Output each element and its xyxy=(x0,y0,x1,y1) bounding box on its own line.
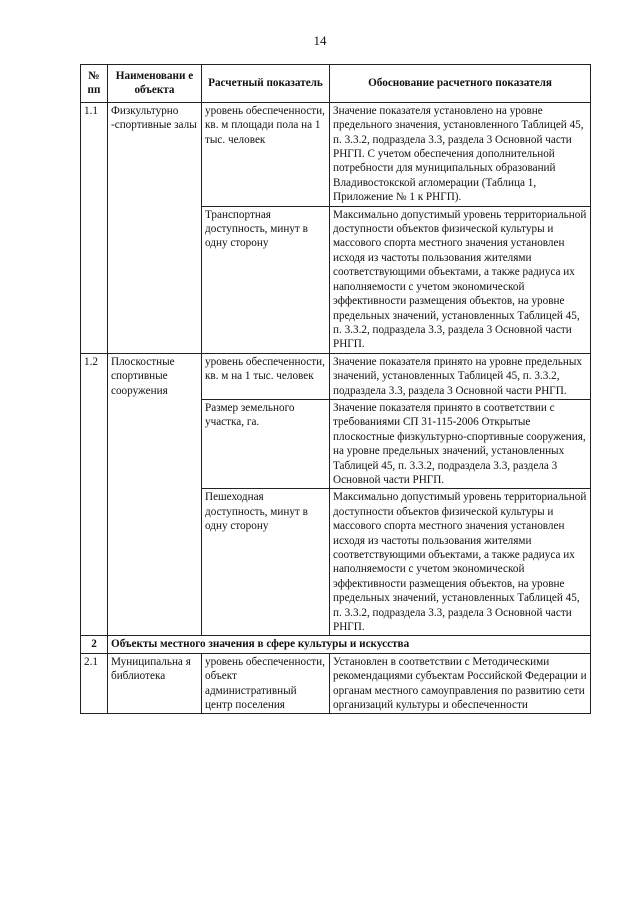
section-row xyxy=(81,636,591,653)
indicator-cell: Пешеходная доступность, минут в одну сторону xyxy=(202,489,330,636)
row-number: 2.1 xyxy=(81,653,108,714)
indicator-cell: Транспортная доступность, минут в одну сторону xyxy=(202,206,330,353)
indicator-cell: уровень обеспеченности, объект административный центр поселения xyxy=(202,653,330,714)
rationale-cell: Значение показателя установлено на уровне предельного значения, установленного Таблицей 45, п. 3.3.2, подраздела 3.3, раздела 3 Основной части РНГП. С учетом обеспечения дополнительной потребности для муниципальных образований Владивостокской агломерации (Таблица 1, Приложение № 1 к РНГП). xyxy=(330,102,591,206)
section-number: 2 xyxy=(81,636,108,653)
indicator-cell: уровень обеспеченности, кв. м на 1 тыс. человек xyxy=(202,353,330,399)
table-row xyxy=(81,102,591,206)
rationale-cell: Значение показателя принято в соответствии с требованиями СП 31-115-2006 Открытые плоскостные физкультурно-спортивные сооружения, на уровне предельных значений, установленных Таблицей 45, п. 3.3.2, подраздела 3.3, раздела 3 Основной части РНГП. xyxy=(330,399,591,488)
rationale-cell: Значение показателя принято на уровне предельных значений, установленных Таблицей 45, п. 3.3.2, подраздела 3.3, раздела 3 Основной части РНГП. xyxy=(330,353,591,399)
header-indicator: Расчетный показатель xyxy=(202,65,330,103)
header-object-name: Наименовани е объекта xyxy=(108,65,202,103)
table-row xyxy=(81,353,591,399)
table-header-row xyxy=(81,65,591,103)
rationale-table xyxy=(80,64,591,714)
indicator-cell: Размер земельного участка, га. xyxy=(202,399,330,488)
rationale-cell: Максимально допустимый уровень территориальной доступности объектов физической культуры и массового спорта местного значения установлен исходя из частоты пользования жителями соответствующими объектами, а также радиуса их наполняемости с учетом экономической эффективности размещения объектов, на уровне предельных значений, установленных Таблицей 45, п. 3.3.2, подраздела 3.3, раздела 3 Основной части РНГП. xyxy=(330,206,591,353)
header-rationale: Обоснование расчетного показателя xyxy=(330,65,591,103)
row-number: 1.2 xyxy=(81,353,108,636)
rationale-cell: Установлен в соответствии с Методическими рекомендациями субъектам Российской Федерации и органам местного самоуправления по развитию сети организаций культуры и обеспеченности xyxy=(330,653,591,714)
object-name: Плоскостные спортивные сооружения xyxy=(108,353,202,636)
section-title: Объекты местного значения в сфере культуры и искусства xyxy=(108,636,591,653)
table-row xyxy=(81,653,591,714)
row-number: 1.1 xyxy=(81,102,108,353)
page-number: 14 xyxy=(313,33,327,48)
indicator-cell: уровень обеспеченности, кв. м площади пола на 1 тыс. человек xyxy=(202,102,330,206)
rationale-cell: Максимально допустимый уровень территориальной доступности объектов физической культуры и массового спорта местного значения установлен исходя из частоты пользования жителями соответствующими объектами, а также радиуса их наполняемости с учетом экономической эффективности размещения объектов, на уровне предельных значений, установленных Таблицей 45, п. 3.3.2, подраздела 3.3, раздела 3 Основной части РНГП. xyxy=(330,489,591,636)
object-name: Муниципальна я библиотека xyxy=(108,653,202,714)
header-num: № пп xyxy=(81,65,108,103)
object-name: Физкультурно -спортивные залы xyxy=(108,102,202,353)
